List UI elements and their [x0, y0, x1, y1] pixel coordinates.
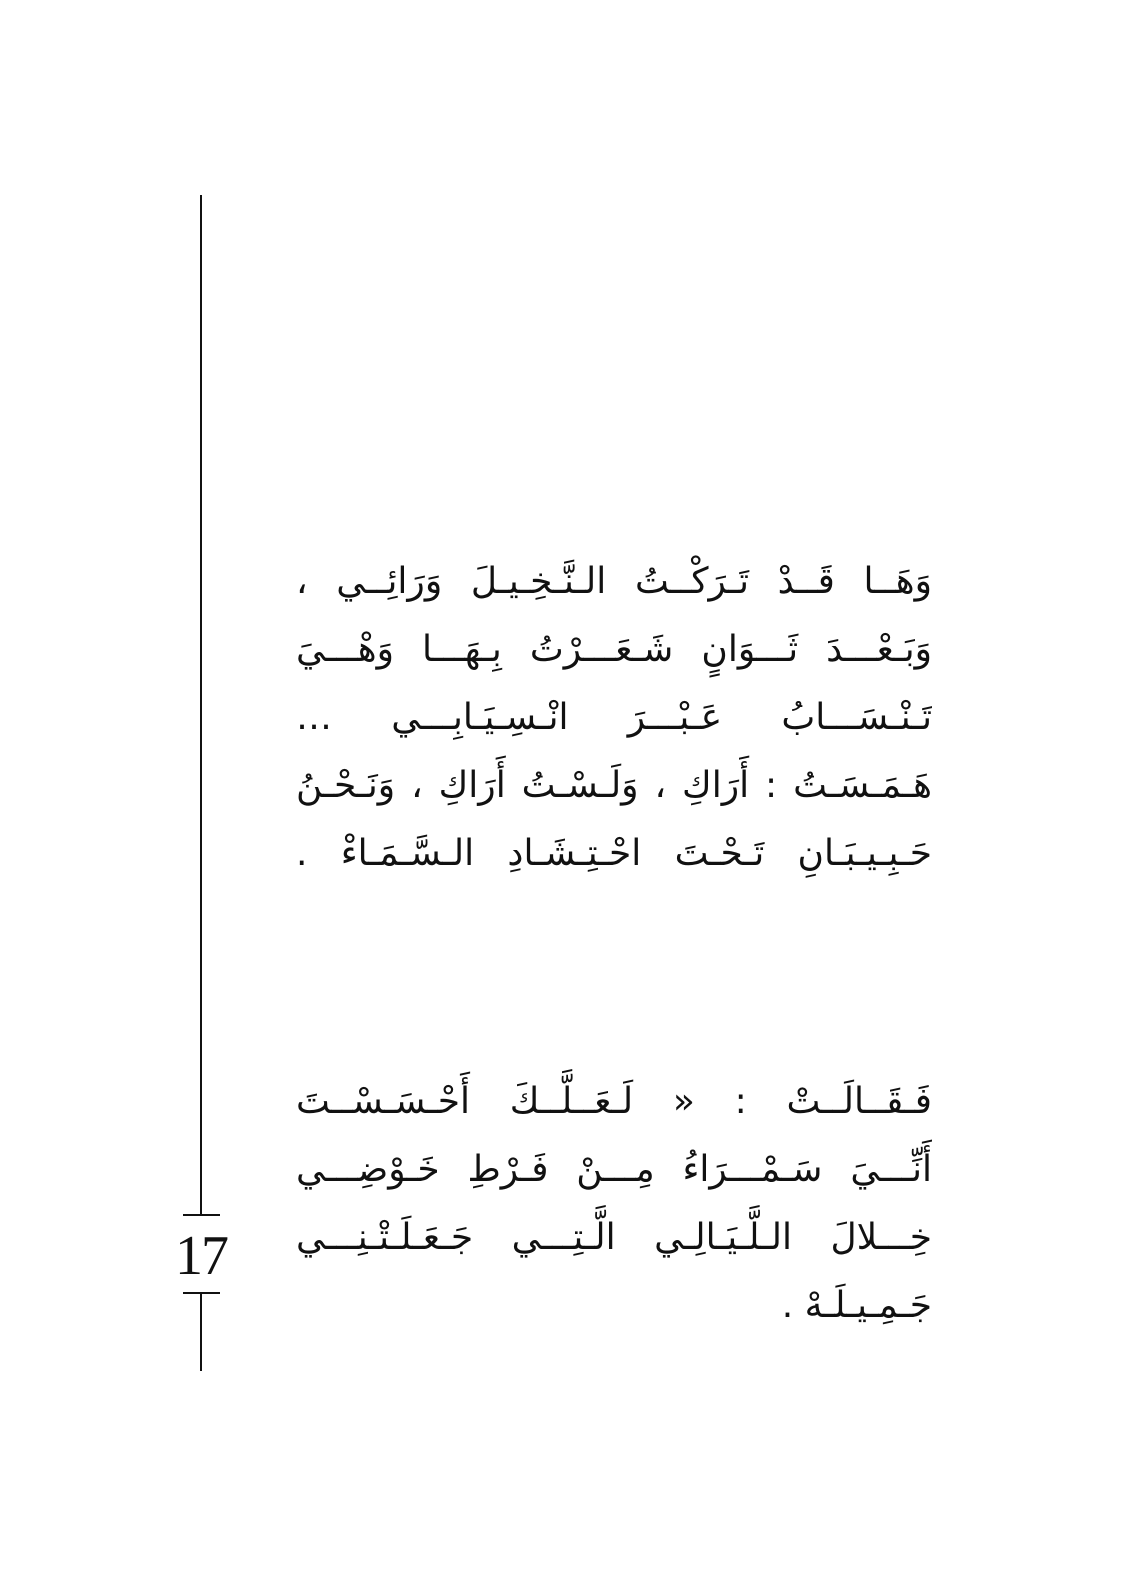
poem-line: أَنِّـــيَ سَـمْـــرَاءُ مِـــنْ فَـرْطِ خَـوْضِـــي: [296, 1149, 932, 1190]
margin-rule-vertical-top: [200, 195, 202, 1215]
poem-line: تَـنْـسَـــابُ عَـبْـــرَ انْـسِـيَـابِـــي …: [296, 697, 932, 738]
poem-line: وَبَـعْـــدَ ثَـــوَانٍ شَـعَـــرْتُ بِـهَـــا وَهْـــيَ: [296, 629, 932, 670]
poem-line: جَـمِـيـلَـهْ .: [781, 1285, 932, 1326]
margin-rule-vertical-bottom: [200, 1293, 202, 1371]
poem-stanza-2: [296, 1068, 932, 1340]
poem-stanza-1: [296, 548, 932, 888]
poem-line: وَهَــا قَــدْ تَـرَكْــتُ الـنَّـخِـيـلَ وَرَائِــي ،: [296, 561, 932, 602]
poem-line: فَـقَــالَــتْ : « لَـعَــلَّــكَ أَحْـسَـسْــتَ: [296, 1081, 932, 1122]
poem-line: خِـــلالَ الـلَّـيَـالِـي الَّـتِـــي جَـعَـلَـتْـنِـــي: [296, 1217, 932, 1258]
page-number: 17: [175, 1225, 227, 1287]
poem-line: حَـبِـيـبَـانِ تَـحْـتَ احْـتِـشَـادِ الـسَّـمَـاءْ .: [296, 833, 932, 874]
page-number-rule-top: [183, 1214, 220, 1216]
poem-line: هَـمَـسَـتُ : أَرَاكِ ، وَلَـسْـتُ أَرَاكِ ، وَنَـحْـنُ: [296, 765, 932, 806]
